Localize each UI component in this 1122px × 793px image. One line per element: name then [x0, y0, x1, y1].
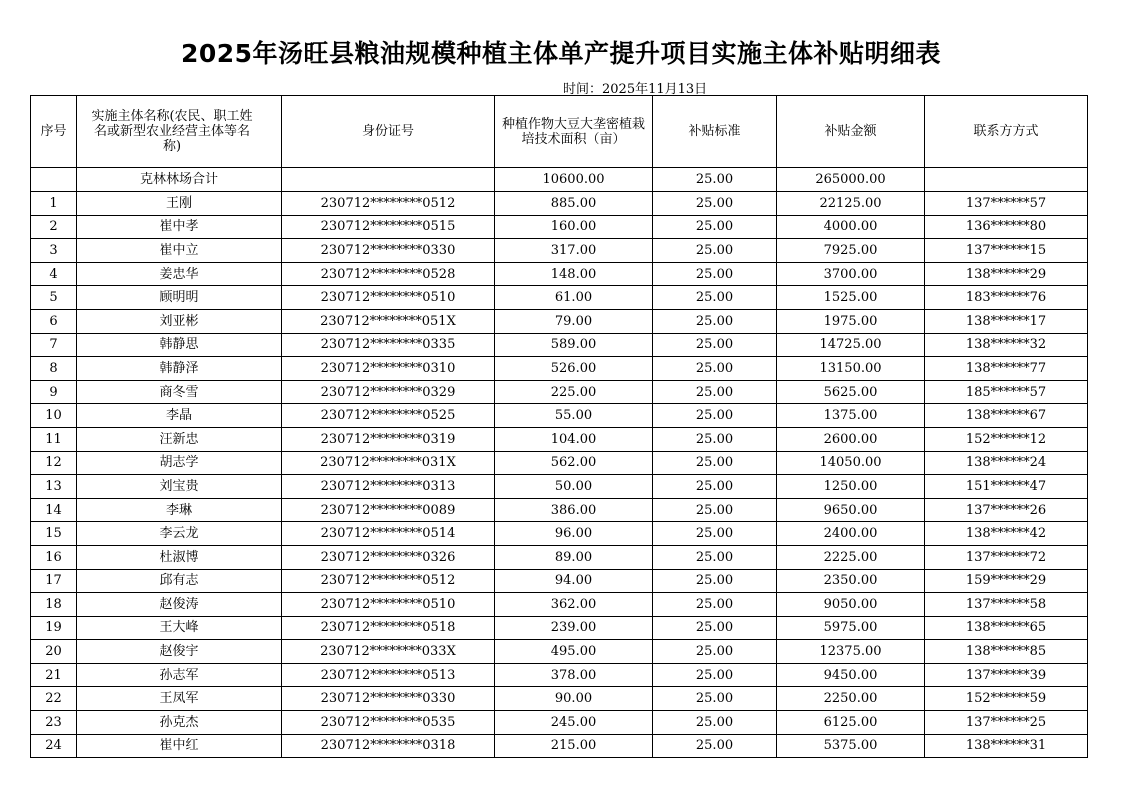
- cell-no: 17: [31, 569, 77, 593]
- cell-no: 8: [31, 357, 77, 381]
- cell-no: 2: [31, 215, 77, 239]
- cell-rate: 25.00: [653, 286, 777, 310]
- cell-area: 94.00: [495, 569, 653, 593]
- col-header-name: 实施主体名称(农民、职工姓名或新型农业经营主体等名称): [77, 96, 282, 168]
- cell-phone: 137******39: [925, 663, 1088, 687]
- total-no: [31, 168, 77, 192]
- cell-rate: 25.00: [653, 239, 777, 263]
- cell-name: 商冬雪: [77, 380, 282, 404]
- cell-no: 9: [31, 380, 77, 404]
- cell-area: 526.00: [495, 357, 653, 381]
- cell-no: 10: [31, 404, 77, 428]
- cell-rate: 25.00: [653, 404, 777, 428]
- cell-rate: 25.00: [653, 309, 777, 333]
- table-row: [31, 427, 1088, 451]
- cell-rate: 25.00: [653, 380, 777, 404]
- cell-id-number: 230712********0089: [282, 498, 495, 522]
- table-row: [31, 239, 1088, 263]
- cell-rate: 25.00: [653, 262, 777, 286]
- cell-id-number: 230712********0515: [282, 215, 495, 239]
- cell-rate: 25.00: [653, 192, 777, 216]
- cell-amount: 9050.00: [777, 593, 925, 617]
- cell-name: 刘亚彬: [77, 309, 282, 333]
- total-name: 克林林场合计: [77, 168, 282, 192]
- cell-id-number: 230712********0512: [282, 569, 495, 593]
- cell-no: 13: [31, 475, 77, 499]
- cell-name: 韩静思: [77, 333, 282, 357]
- cell-phone: 185******57: [925, 380, 1088, 404]
- cell-amount: 14725.00: [777, 333, 925, 357]
- cell-id-number: 230712********0330: [282, 687, 495, 711]
- cell-id-number: 230712********0329: [282, 380, 495, 404]
- table-row: [31, 522, 1088, 546]
- header-row: [31, 96, 1088, 168]
- cell-area: 239.00: [495, 616, 653, 640]
- cell-phone: 137******25: [925, 711, 1088, 735]
- cell-phone: 138******31: [925, 734, 1088, 758]
- cell-area: 104.00: [495, 427, 653, 451]
- table-row: [31, 569, 1088, 593]
- cell-phone: 138******77: [925, 357, 1088, 381]
- cell-amount: 3700.00: [777, 262, 925, 286]
- table-row: [31, 309, 1088, 333]
- cell-phone: 137******26: [925, 498, 1088, 522]
- cell-name: 韩静泽: [77, 357, 282, 381]
- table-row: [31, 545, 1088, 569]
- cell-area: 885.00: [495, 192, 653, 216]
- cell-amount: 7925.00: [777, 239, 925, 263]
- cell-phone: 138******32: [925, 333, 1088, 357]
- cell-amount: 5625.00: [777, 380, 925, 404]
- cell-no: 6: [31, 309, 77, 333]
- cell-name: 孙志军: [77, 663, 282, 687]
- cell-area: 90.00: [495, 687, 653, 711]
- cell-area: 386.00: [495, 498, 653, 522]
- cell-name: 邱有志: [77, 569, 282, 593]
- cell-name: 孙克杰: [77, 711, 282, 735]
- cell-name: 李晶: [77, 404, 282, 428]
- table-row: [31, 475, 1088, 499]
- cell-amount: 2250.00: [777, 687, 925, 711]
- cell-phone: 159******29: [925, 569, 1088, 593]
- table-row: [31, 380, 1088, 404]
- subsidy-table: [30, 95, 1088, 758]
- cell-rate: 25.00: [653, 498, 777, 522]
- cell-area: 55.00: [495, 404, 653, 428]
- cell-id-number: 230712********051X: [282, 309, 495, 333]
- cell-no: 21: [31, 663, 77, 687]
- cell-rate: 25.00: [653, 333, 777, 357]
- cell-no: 1: [31, 192, 77, 216]
- cell-area: 61.00: [495, 286, 653, 310]
- cell-rate: 25.00: [653, 687, 777, 711]
- cell-rate: 25.00: [653, 357, 777, 381]
- table-row: [31, 687, 1088, 711]
- cell-no: 11: [31, 427, 77, 451]
- cell-area: 225.00: [495, 380, 653, 404]
- table-row: [31, 498, 1088, 522]
- total-id: [282, 168, 495, 192]
- cell-id-number: 230712********0514: [282, 522, 495, 546]
- cell-rate: 25.00: [653, 640, 777, 664]
- col-header-id: 身份证号: [282, 96, 495, 168]
- col-header-phone: 联系方方式: [925, 96, 1088, 168]
- cell-phone: 137******72: [925, 545, 1088, 569]
- cell-no: 5: [31, 286, 77, 310]
- table-row: [31, 357, 1088, 381]
- cell-area: 378.00: [495, 663, 653, 687]
- cell-area: 89.00: [495, 545, 653, 569]
- cell-name: 顾明明: [77, 286, 282, 310]
- cell-no: 24: [31, 734, 77, 758]
- cell-area: 148.00: [495, 262, 653, 286]
- cell-name: 汪新忠: [77, 427, 282, 451]
- cell-id-number: 230712********0518: [282, 616, 495, 640]
- cell-area: 96.00: [495, 522, 653, 546]
- cell-no: 14: [31, 498, 77, 522]
- col-header-area: 种植作物大豆大垄密植栽培技术面积（亩）: [495, 96, 653, 168]
- cell-area: 562.00: [495, 451, 653, 475]
- cell-amount: 1250.00: [777, 475, 925, 499]
- table-row: [31, 663, 1088, 687]
- table-row: [31, 640, 1088, 664]
- cell-id-number: 230712********0512: [282, 192, 495, 216]
- report-date: 时间：2025年11月13日: [563, 82, 708, 97]
- cell-phone: 138******24: [925, 451, 1088, 475]
- cell-id-number: 230712********0510: [282, 286, 495, 310]
- cell-name: 王凤军: [77, 687, 282, 711]
- cell-no: 7: [31, 333, 77, 357]
- cell-rate: 25.00: [653, 711, 777, 735]
- cell-id-number: 230712********0335: [282, 333, 495, 357]
- cell-area: 589.00: [495, 333, 653, 357]
- cell-phone: 137******58: [925, 593, 1088, 617]
- cell-rate: 25.00: [653, 593, 777, 617]
- cell-phone: 138******17: [925, 309, 1088, 333]
- cell-amount: 2225.00: [777, 545, 925, 569]
- cell-amount: 5375.00: [777, 734, 925, 758]
- cell-area: 215.00: [495, 734, 653, 758]
- table-row: [31, 616, 1088, 640]
- cell-name: 赵俊涛: [77, 593, 282, 617]
- cell-area: 495.00: [495, 640, 653, 664]
- cell-phone: 151******47: [925, 475, 1088, 499]
- cell-rate: 25.00: [653, 427, 777, 451]
- cell-name: 崔中立: [77, 239, 282, 263]
- cell-name: 崔中孝: [77, 215, 282, 239]
- cell-area: 362.00: [495, 593, 653, 617]
- cell-area: 79.00: [495, 309, 653, 333]
- cell-id-number: 230712********0510: [282, 593, 495, 617]
- total-area: 10600.00: [495, 168, 653, 192]
- table-row: [31, 215, 1088, 239]
- cell-area: 160.00: [495, 215, 653, 239]
- table-row: [31, 404, 1088, 428]
- cell-name: 李琳: [77, 498, 282, 522]
- cell-id-number: 230712********033X: [282, 640, 495, 664]
- cell-rate: 25.00: [653, 522, 777, 546]
- table-row: [31, 711, 1088, 735]
- cell-no: 3: [31, 239, 77, 263]
- cell-no: 18: [31, 593, 77, 617]
- cell-amount: 1975.00: [777, 309, 925, 333]
- cell-amount: 2600.00: [777, 427, 925, 451]
- cell-rate: 25.00: [653, 616, 777, 640]
- table-row: [31, 333, 1088, 357]
- cell-rate: 25.00: [653, 215, 777, 239]
- cell-no: 19: [31, 616, 77, 640]
- cell-name: 王大峰: [77, 616, 282, 640]
- cell-id-number: 230712********0319: [282, 427, 495, 451]
- table-row: [31, 593, 1088, 617]
- cell-id-number: 230712********0535: [282, 711, 495, 735]
- cell-amount: 2350.00: [777, 569, 925, 593]
- cell-phone: 183******76: [925, 286, 1088, 310]
- cell-name: 刘宝贵: [77, 475, 282, 499]
- cell-amount: 13150.00: [777, 357, 925, 381]
- cell-phone: 138******85: [925, 640, 1088, 664]
- cell-rate: 25.00: [653, 451, 777, 475]
- cell-no: 4: [31, 262, 77, 286]
- cell-name: 赵俊宇: [77, 640, 282, 664]
- cell-amount: 2400.00: [777, 522, 925, 546]
- cell-no: 22: [31, 687, 77, 711]
- cell-name: 李云龙: [77, 522, 282, 546]
- cell-amount: 14050.00: [777, 451, 925, 475]
- cell-amount: 9450.00: [777, 663, 925, 687]
- cell-no: 23: [31, 711, 77, 735]
- col-header-no: 序号: [31, 96, 77, 168]
- cell-phone: 137******15: [925, 239, 1088, 263]
- cell-no: 12: [31, 451, 77, 475]
- cell-id-number: 230712********0330: [282, 239, 495, 263]
- cell-amount: 9650.00: [777, 498, 925, 522]
- cell-rate: 25.00: [653, 734, 777, 758]
- table-row: [31, 734, 1088, 758]
- cell-phone: 137******57: [925, 192, 1088, 216]
- cell-phone: 152******12: [925, 427, 1088, 451]
- cell-phone: 138******42: [925, 522, 1088, 546]
- cell-id-number: 230712********0513: [282, 663, 495, 687]
- cell-no: 20: [31, 640, 77, 664]
- cell-amount: 1375.00: [777, 404, 925, 428]
- cell-no: 16: [31, 545, 77, 569]
- cell-amount: 5975.00: [777, 616, 925, 640]
- cell-amount: 1525.00: [777, 286, 925, 310]
- table-row: [31, 262, 1088, 286]
- total-amount: 265000.00: [777, 168, 925, 192]
- cell-id-number: 230712********031X: [282, 451, 495, 475]
- cell-phone: 138******29: [925, 262, 1088, 286]
- cell-id-number: 230712********0313: [282, 475, 495, 499]
- table-row: [31, 286, 1088, 310]
- table-row: [31, 192, 1088, 216]
- cell-rate: 25.00: [653, 663, 777, 687]
- cell-phone: 138******65: [925, 616, 1088, 640]
- cell-id-number: 230712********0528: [282, 262, 495, 286]
- cell-rate: 25.00: [653, 475, 777, 499]
- cell-amount: 6125.00: [777, 711, 925, 735]
- page-title: 2025年汤旺县粮油规模种植主体单产提升项目实施主体补贴明细表: [180, 39, 942, 68]
- col-header-rate: 补贴标准: [653, 96, 777, 168]
- cell-phone: 136******80: [925, 215, 1088, 239]
- cell-rate: 25.00: [653, 569, 777, 593]
- cell-name: 胡志学: [77, 451, 282, 475]
- cell-id-number: 230712********0310: [282, 357, 495, 381]
- cell-amount: 22125.00: [777, 192, 925, 216]
- cell-amount: 4000.00: [777, 215, 925, 239]
- total-row: [31, 168, 1088, 192]
- cell-id-number: 230712********0326: [282, 545, 495, 569]
- cell-id-number: 230712********0318: [282, 734, 495, 758]
- cell-rate: 25.00: [653, 545, 777, 569]
- cell-name: 王刚: [77, 192, 282, 216]
- cell-name: 杜淑博: [77, 545, 282, 569]
- cell-name: 崔中红: [77, 734, 282, 758]
- cell-phone: 138******67: [925, 404, 1088, 428]
- cell-area: 245.00: [495, 711, 653, 735]
- table-row: [31, 451, 1088, 475]
- cell-area: 317.00: [495, 239, 653, 263]
- cell-no: 15: [31, 522, 77, 546]
- total-phone: [925, 168, 1088, 192]
- cell-id-number: 230712********0525: [282, 404, 495, 428]
- cell-area: 50.00: [495, 475, 653, 499]
- cell-amount: 12375.00: [777, 640, 925, 664]
- cell-phone: 152******59: [925, 687, 1088, 711]
- col-header-amount: 补贴金额: [777, 96, 925, 168]
- cell-name: 姜忠华: [77, 262, 282, 286]
- total-rate: 25.00: [653, 168, 777, 192]
